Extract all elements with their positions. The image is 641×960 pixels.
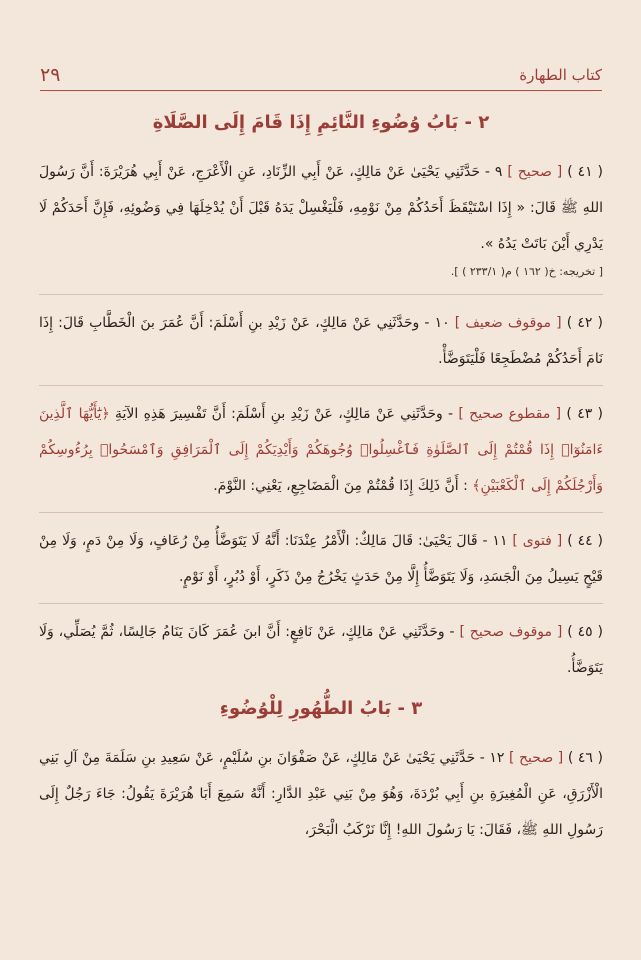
hadith-grade: [ صحيح ] bbox=[507, 164, 563, 180]
hadith-text: ٩ - حَدَّثَنِي يَحْيَىٰ عَنْ مَالِكٍ، عَنْ أَبِي الزِّنَادِ، عَنِ الْأَعْرَجِ، عَنْ أَبِي هُرَيْرَةَ: أَنَّ رَسُولَ اللهِ ﷺ قَالَ: « إِذَا اسْتَيْقَظَ أَحَدُكُمْ مِنْ نَوْمِهِ، فَلْيَغْسِلْ يَدَهُ قَبْلَ أَنْ يُدْخِلَهَا فِي وَضُوئِهِ، فَإِنَّ أَحَدَكُمْ لَا يَدْرِي أَيْنَ بَاتَتْ يَدُهُ ». bbox=[39, 164, 603, 252]
hadith-paragraph bbox=[39, 614, 603, 686]
hadith-44 bbox=[39, 523, 603, 595]
takhrij-note: [ تخريجه: خ( ١٦٢ ) م( ٢٣٣/١ ) ]. bbox=[450, 265, 603, 278]
page-content bbox=[39, 108, 603, 856]
hadith-number: ( ٤٥ ) bbox=[567, 624, 603, 640]
hadith-paragraph bbox=[39, 154, 603, 262]
hadith-text-continued: : أَنَّ ذَلِكَ إِذَا قُمْتُمْ مِنَ الْمَضَاجِعِ، يَعْنِي: النَّوْمَ. bbox=[213, 478, 468, 494]
chapter-title: ٣ - بَابُ الطُّهُورِ لِلْوُضُوءِ bbox=[219, 698, 423, 719]
hadith-number: ( ٤٢ ) bbox=[566, 315, 604, 331]
hadith-paragraph bbox=[39, 305, 603, 377]
divider bbox=[39, 603, 603, 604]
hadith-42 bbox=[39, 305, 603, 377]
hadith-number: ( ٤٦ ) bbox=[567, 750, 603, 766]
hadith-text: - وحَدَّثَنِي عَنْ مَالِكٍ، عَنْ زَيْدِ بنِ أَسْلَمَ: أَنَّ تَفْسِيرَ هَذِهِ الآيَةِ bbox=[114, 406, 454, 422]
running-title: كتاب الطهارة bbox=[519, 66, 602, 84]
divider bbox=[39, 294, 603, 295]
hadith-grade: [ موقوف ضعيف ] bbox=[454, 315, 562, 331]
hadith-paragraph bbox=[39, 523, 603, 595]
hadith-paragraph bbox=[39, 740, 603, 848]
chapter-title: ٢ - بَابُ وُضُوءِ النَّائِمِ إِذَا قَامَ إِلَى الصَّلَاةِ bbox=[152, 112, 490, 133]
divider bbox=[39, 512, 603, 513]
hadith-grade: [ فتوى ] bbox=[512, 533, 563, 549]
running-header bbox=[40, 62, 602, 91]
hadith-text: ١١ - قَالَ يَحْيَىٰ: قَالَ مَالِكٌ: الْأَمْرُ عِنْدَنَا: أَنَّهُ لَا يَتَوَضَّأُ مِنْ رُعَافٍ، وَلَا مِنْ دَمٍ، وَلَا مِنْ قَيْحٍ يَسِيلُ مِنَ الْجَسَدِ، وَلَا يَتَوَضَّأُ إِلَّا مِنْ حَدَثٍ يَخْرُجُ مِنْ ذَكَرٍ، أَوْ دُبُرٍ، أَوْ نَوْمٍ. bbox=[39, 533, 603, 585]
hadith-grade: [ مقطوع صحيح ] bbox=[458, 406, 562, 422]
page-number: ٢٩ bbox=[40, 64, 61, 86]
hadith-paragraph bbox=[39, 396, 603, 504]
hadith-grade: [ صحيح ] bbox=[508, 750, 564, 766]
divider bbox=[39, 385, 603, 386]
hadith-text: - وحَدَّثَنِي عَنْ مَالِكٍ، عَنْ نَافِعٍ: أَنَّ ابنَ عُمَرَ كَانَ يَنَامُ جَالِسًا، ثُمَّ يُصَلِّي، وَلَا يَتَوَضَّأُ. bbox=[39, 624, 603, 676]
hadith-text: ١٠ - وحَدَّثَنِي عَنْ مَالِكٍ، عَنْ زَيْدِ بنِ أَسْلَمَ: أَنَّ عُمَرَ بنَ الْخَطَّابِ قَالَ: إِذَا نَامَ أَحَدُكُمْ مُضْطَجِعًا فَلْيَتَوَضَّأْ. bbox=[39, 315, 603, 367]
hadith-number: ( ٤٤ ) bbox=[567, 533, 604, 549]
hadith-number: ( ٤١ ) bbox=[567, 164, 604, 180]
quran-verse: ﴿يَٰٓأَيُّهَا ٱلَّذِينَ ءَامَنُوٓا۟ إِذَا قُمْتُمْ إِلَى ٱلصَّلَوٰةِ فَٱغْسِلُوا۟ وُجُوهَكُمْ وَأَيْدِيَكُمْ إِلَى ٱلْمَرَافِقِ وَٱمْسَحُوا۟ بِرُءُوسِكُمْ وَأَرْجُلَكُمْ إِلَى ٱلْكَعْبَيْنِ﴾ bbox=[39, 406, 603, 494]
hadith-41 bbox=[39, 154, 603, 286]
hadith-43 bbox=[39, 396, 603, 504]
hadith-number: ( ٤٣ ) bbox=[566, 406, 604, 422]
hadith-46 bbox=[39, 740, 603, 848]
hadith-45 bbox=[39, 614, 603, 686]
hadith-text: ١٢ - حَدَّثَنِي يَحْيَىٰ عَنْ مَالِكٍ، عَنْ صَفْوَانَ بنِ سُلَيْمٍ، عَنْ سَعِيدِ بنِ سَلَمَةَ مِنْ آلِ بَنِي الْأَزْرَقِ، عَنِ الْمُغِيرَةِ بنِ أَبِي بُرْدَةَ، وَهُوَ مِنْ بَنِي عَبْدِ الدَّارِ: أَنَّهُ سَمِعَ أَبَا هُرَيْرَةَ يَقُولُ: جَاءَ رَجُلٌ إِلَى رَسُولِ اللهِ ﷺ، فَقَالَ: يَا رَسُولَ اللهِ! إِنَّا نَرْكَبُ الْبَحْرَ، bbox=[39, 750, 603, 838]
hadith-grade: [ موقوف صحيح ] bbox=[459, 624, 563, 640]
